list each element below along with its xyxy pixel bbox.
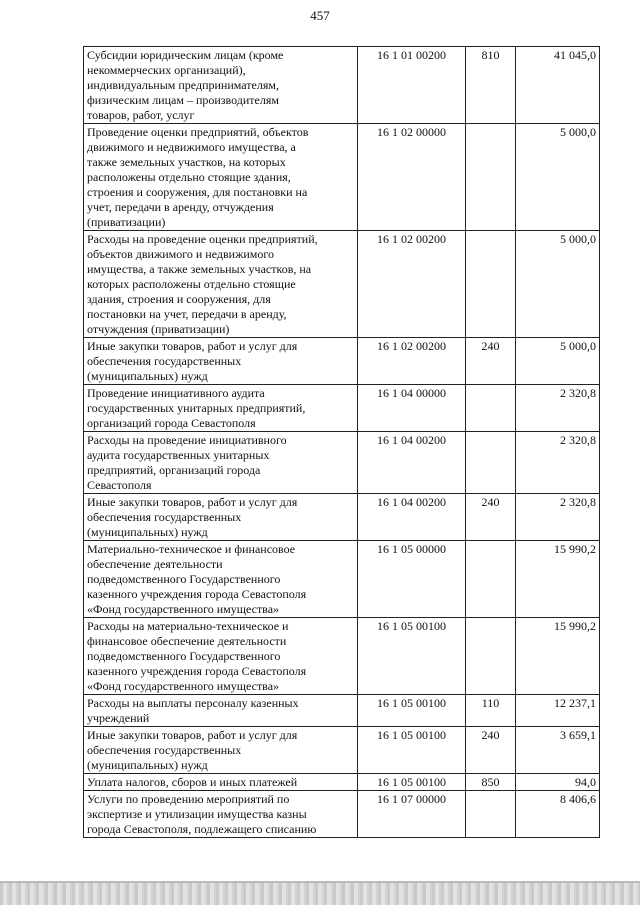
row-name-text: Иные закупки товаров, работ и услуг для обеспечения государственных (муниципальных) нужд: [87, 495, 298, 539]
row-sum-text: 8 406,6: [560, 792, 596, 806]
row-name-cell: [84, 432, 358, 494]
row-sum-text: 2 320,8: [560, 495, 596, 509]
row-name-cell: [84, 47, 358, 124]
table-row: [84, 541, 600, 618]
row-code-cell: [358, 385, 466, 432]
row-kvr-cell: [466, 727, 516, 774]
row-code-text: 16 1 05 00100: [377, 619, 446, 633]
row-sum-cell: [516, 47, 600, 124]
row-name-cell: [84, 231, 358, 338]
row-name-text: Расходы на проведение инициативного аудита государственных унитарных предприятий, организаций города Севастополя: [87, 433, 287, 492]
table-row: [84, 618, 600, 695]
row-sum-text: 94,0: [575, 775, 596, 789]
row-kvr-cell: [466, 338, 516, 385]
row-kvr-text: 240: [481, 728, 500, 742]
row-name-cell: [84, 494, 358, 541]
row-code-cell: [358, 695, 466, 727]
row-name-text: Иные закупки товаров, работ и услуг для обеспечения государственных (муниципальных) нужд: [87, 728, 298, 772]
row-kvr-cell: [466, 432, 516, 494]
budget-table: [83, 46, 600, 838]
row-name-text: Проведение оценки предприятий, объектов движимого и недвижимого имущества, а также земельных участков, на которых расположены отдельно стоящие здания, строения и сооружения, для постановки на учет, передачи в аренду, отчуждения (приватизации): [87, 125, 309, 229]
page-number: 457: [310, 8, 330, 23]
row-code-cell: [358, 432, 466, 494]
row-sum-cell: [516, 231, 600, 338]
row-sum-text: 41 045,0: [554, 48, 596, 62]
row-code-text: 16 1 07 00000: [377, 792, 446, 806]
row-name-text: Расходы на выплаты персоналу казенных учреждений: [87, 696, 299, 725]
table-row: [84, 727, 600, 774]
row-sum-text: 5 000,0: [560, 125, 596, 139]
row-name-cell: [84, 124, 358, 231]
row-code-text: 16 1 01 00200: [377, 48, 446, 62]
row-sum-cell: [516, 432, 600, 494]
table-row: [84, 695, 600, 727]
row-sum-cell: [516, 385, 600, 432]
table-row: [84, 432, 600, 494]
row-name-text: Субсидии юридическим лицам (кроме некоммерческих организаций), индивидуальным предпринимателям, физическим лицам – производителям товаров, работ, услуг: [87, 48, 284, 122]
row-kvr-cell: [466, 695, 516, 727]
row-kvr-cell: [466, 774, 516, 791]
row-name-cell: [84, 774, 358, 791]
row-kvr-cell: [466, 618, 516, 695]
table-row: [84, 124, 600, 231]
row-sum-cell: [516, 695, 600, 727]
row-kvr-text: 850: [481, 775, 500, 789]
row-sum-cell: [516, 338, 600, 385]
row-code-cell: [358, 541, 466, 618]
row-code-cell: [358, 124, 466, 231]
row-sum-text: 15 990,2: [554, 542, 596, 556]
table-row: [84, 47, 600, 124]
row-name-cell: [84, 791, 358, 838]
row-sum-cell: [516, 541, 600, 618]
row-name-cell: [84, 618, 358, 695]
row-name-text: Проведение инициативного аудита государственных унитарных предприятий, организаций города Севастополя: [87, 386, 306, 430]
row-code-cell: [358, 338, 466, 385]
row-sum-text: 2 320,8: [560, 386, 596, 400]
row-sum-cell: [516, 791, 600, 838]
row-code-cell: [358, 47, 466, 124]
row-code-text: 16 1 05 00000: [377, 542, 446, 556]
row-sum-text: 3 659,1: [560, 728, 596, 742]
row-name-text: Расходы на материально-техническое и финансовое обеспечение деятельности подведомственного Государственного казенного учреждения города Севастополя «Фонд государственного имущества»: [87, 619, 307, 693]
row-name-text: Уплата налогов, сборов и иных платежей: [87, 775, 298, 789]
table-row: [84, 774, 600, 791]
row-name-cell: [84, 541, 358, 618]
row-name-cell: [84, 727, 358, 774]
row-kvr-text: 240: [481, 339, 500, 353]
budget-table-body: [84, 47, 600, 838]
row-kvr-cell: [466, 541, 516, 618]
row-code-cell: [358, 494, 466, 541]
row-name-text: Материально-техническое и финансовое обеспечение деятельности подведомственного Государственного казенного учреждения города Севастополя «Фонд государственного имущества»: [87, 542, 307, 616]
row-code-cell: [358, 618, 466, 695]
table-row: [84, 385, 600, 432]
row-code-text: 16 1 05 00100: [377, 775, 446, 789]
row-sum-text: 15 990,2: [554, 619, 596, 633]
row-kvr-cell: [466, 791, 516, 838]
row-code-text: 16 1 05 00100: [377, 728, 446, 742]
row-sum-text: 5 000,0: [560, 232, 596, 246]
row-name-cell: [84, 385, 358, 432]
row-code-cell: [358, 774, 466, 791]
row-name-cell: [84, 695, 358, 727]
row-code-text: 16 1 04 00000: [377, 386, 446, 400]
row-code-text: 16 1 02 00200: [377, 339, 446, 353]
row-sum-text: 5 000,0: [560, 339, 596, 353]
row-sum-text: 12 237,1: [554, 696, 596, 710]
table-row: [84, 494, 600, 541]
row-sum-text: 2 320,8: [560, 433, 596, 447]
row-kvr-cell: [466, 231, 516, 338]
row-sum-cell: [516, 774, 600, 791]
table-row: [84, 231, 600, 338]
row-kvr-cell: [466, 124, 516, 231]
row-kvr-cell: [466, 385, 516, 432]
row-kvr-cell: [466, 494, 516, 541]
row-name-text: Услуги по проведению мероприятий по экспертизе и утилизации имущества казны города Севастополя, подлежащего списанию: [87, 792, 317, 836]
row-code-text: 16 1 04 00200: [377, 433, 446, 447]
row-kvr-text: 810: [481, 48, 500, 62]
table-row: [84, 791, 600, 838]
row-kvr-cell: [466, 47, 516, 124]
row-sum-cell: [516, 618, 600, 695]
row-name-text: Иные закупки товаров, работ и услуг для обеспечения государственных (муниципальных) нужд: [87, 339, 298, 383]
row-kvr-text: 240: [481, 495, 500, 509]
row-code-text: 16 1 04 00200: [377, 495, 446, 509]
row-sum-cell: [516, 124, 600, 231]
row-code-cell: [358, 791, 466, 838]
row-name-text: Расходы на проведение оценки предприятий, объектов движимого и недвижимого имущества, а также земельных участков, на которых расположены отдельно стоящие здания, строения и сооружения, для постановки на учет, передачи в аренду, отчуждения (приватизации): [87, 232, 318, 336]
row-kvr-text: 110: [481, 696, 500, 710]
row-sum-cell: [516, 494, 600, 541]
scan-edge: [0, 882, 640, 905]
table-row: [84, 338, 600, 385]
row-code-text: 16 1 05 00100: [377, 696, 446, 710]
row-code-text: 16 1 02 00000: [377, 125, 446, 139]
row-name-cell: [84, 338, 358, 385]
row-sum-cell: [516, 727, 600, 774]
row-code-cell: [358, 727, 466, 774]
row-code-text: 16 1 02 00200: [377, 232, 446, 246]
row-code-cell: [358, 231, 466, 338]
